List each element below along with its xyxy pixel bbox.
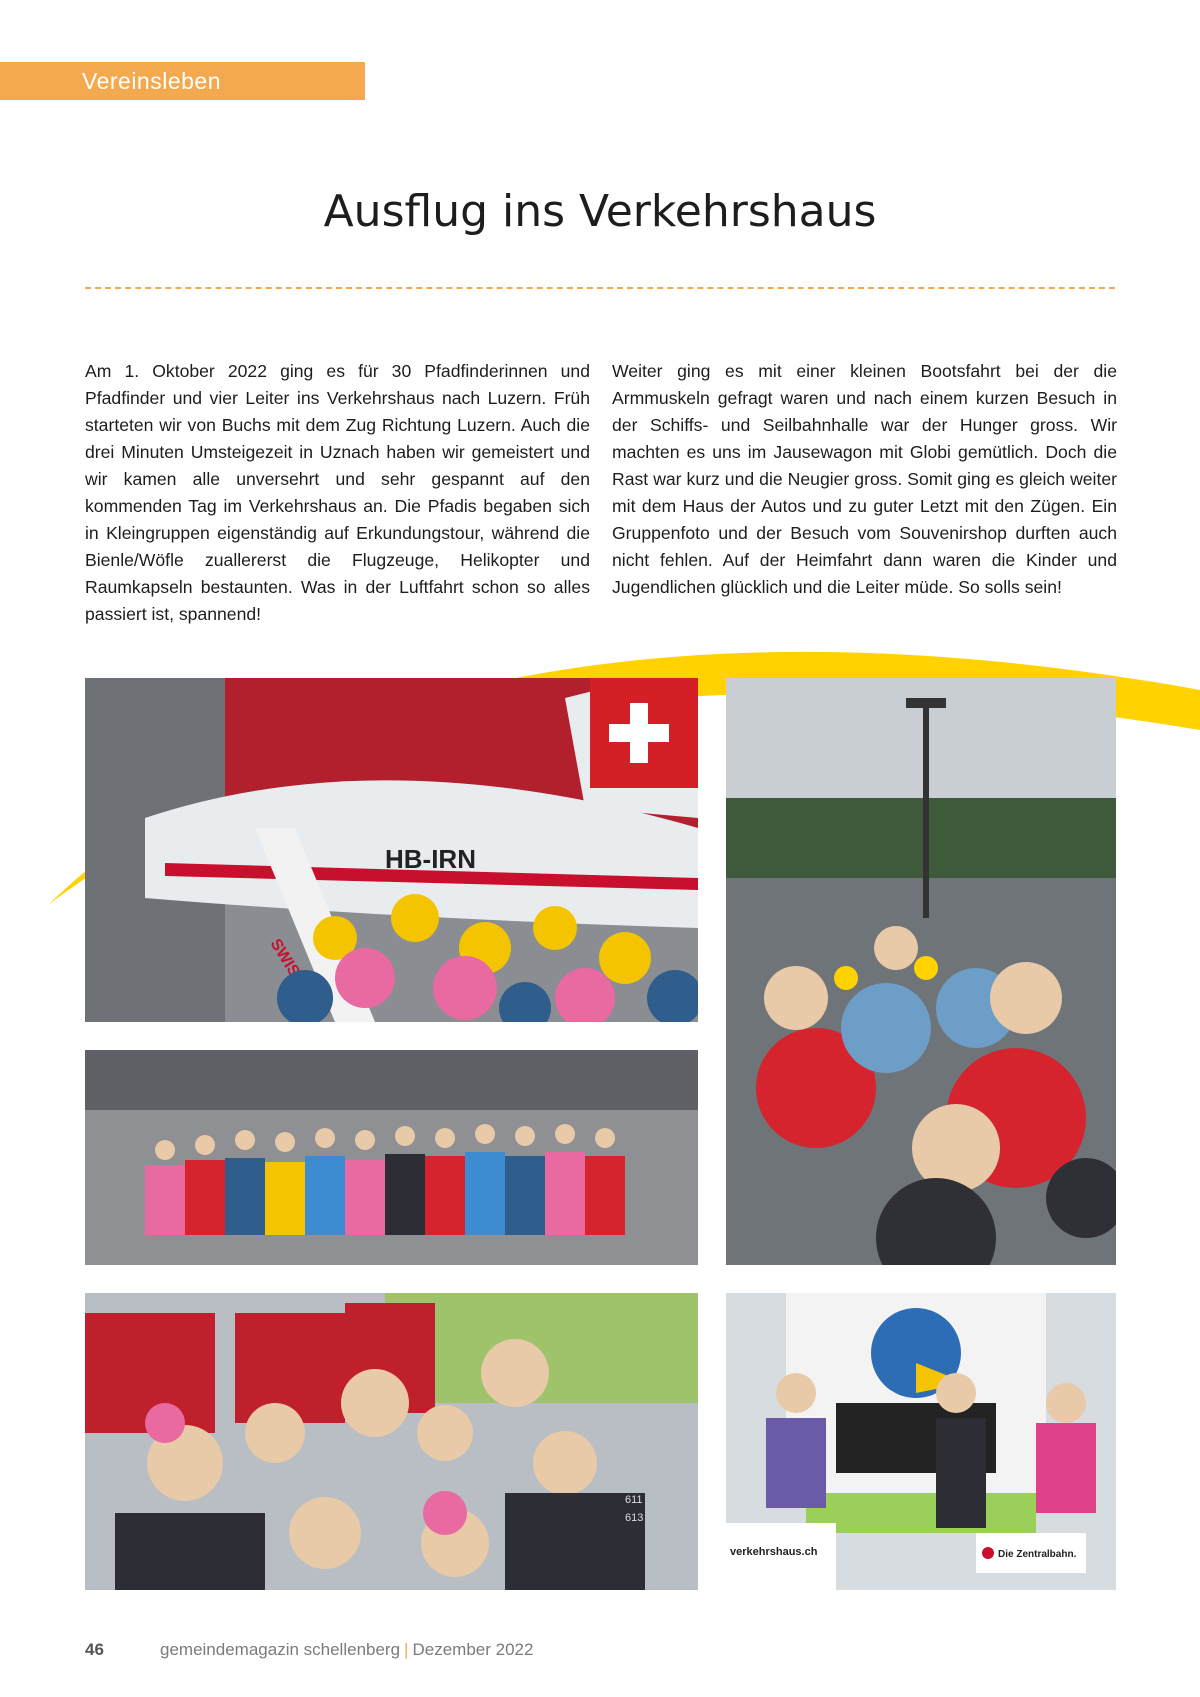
page-footer xyxy=(85,1640,533,1660)
section-tab xyxy=(0,62,365,100)
magazine-name: gemeindemagazin schellenberg xyxy=(160,1640,401,1659)
section-label: Vereinsleben xyxy=(82,68,221,94)
banner-url: verkehrshaus.ch xyxy=(730,1546,818,1558)
seat-number-2: 613 xyxy=(625,1512,644,1524)
issue-date: Dezember 2022 xyxy=(412,1640,534,1659)
photo-group xyxy=(85,1050,698,1265)
banner-sponsor: Die Zentralbahn. xyxy=(998,1549,1077,1560)
article-title: Ausflug ins Verkehrshaus xyxy=(323,186,877,237)
page-number: 46 xyxy=(85,1640,104,1659)
plane-registration-text: HB-IRN xyxy=(385,844,476,874)
photo-train-interior xyxy=(85,1293,698,1590)
seat-number-1: 611 xyxy=(625,1494,643,1506)
photo-globi xyxy=(726,1293,1116,1590)
article-column-right: Weiter ging es mit einer kleinen Bootsfahrt bei der die Armmuskeln gefragt waren und nach einem kurzen Besuch in der Schiffs- und Seilbahnhalle war der Hunger gross. Wir machten es uns im Jausewagon mit Globi gemütlich. Doch die Rast war kurz und die Neugier gross. Somit ging es gleich weiter mit dem Haus der Autos und zu guter Letzt mit den Zügen. Ein Gruppenfoto und der Besuch vom Souvenirshop durften auch nicht fehlen. Auf der Heimfahrt dann waren die Kinder und Jugendlichen glücklich und die Leiter müde. So solls sein! xyxy=(612,361,1117,597)
photo-train-platform xyxy=(726,678,1116,1265)
article-column-left: Am 1. Oktober 2022 ging es für 30 Pfadfinderinnen und Pfadfinder und vier Leiter ins Verkehrshaus nach Luzern. Früh starteten wir von Buchs mit dem Zug Richtung Luzern. Auch die drei Minuten Umsteigezeit in Uznach haben wir gemeistert und wir kamen alle unversehrt und sehr gespannt auf den kommenden Tag im Verkehrshaus an. Die Pfadis begaben sich in Kleingruppen eigenständig auf Erkundungstour, während die Bienle/Wöfle zuallererst die Flugzeuge, Helikopter und Raumkapseln bestaunten. Was in der Luftfahrt schon so alles passiert ist, spannend! xyxy=(85,361,590,624)
footer-separator: | xyxy=(404,1640,409,1659)
photo-plane-group xyxy=(85,678,698,1022)
title-divider xyxy=(85,287,1115,289)
